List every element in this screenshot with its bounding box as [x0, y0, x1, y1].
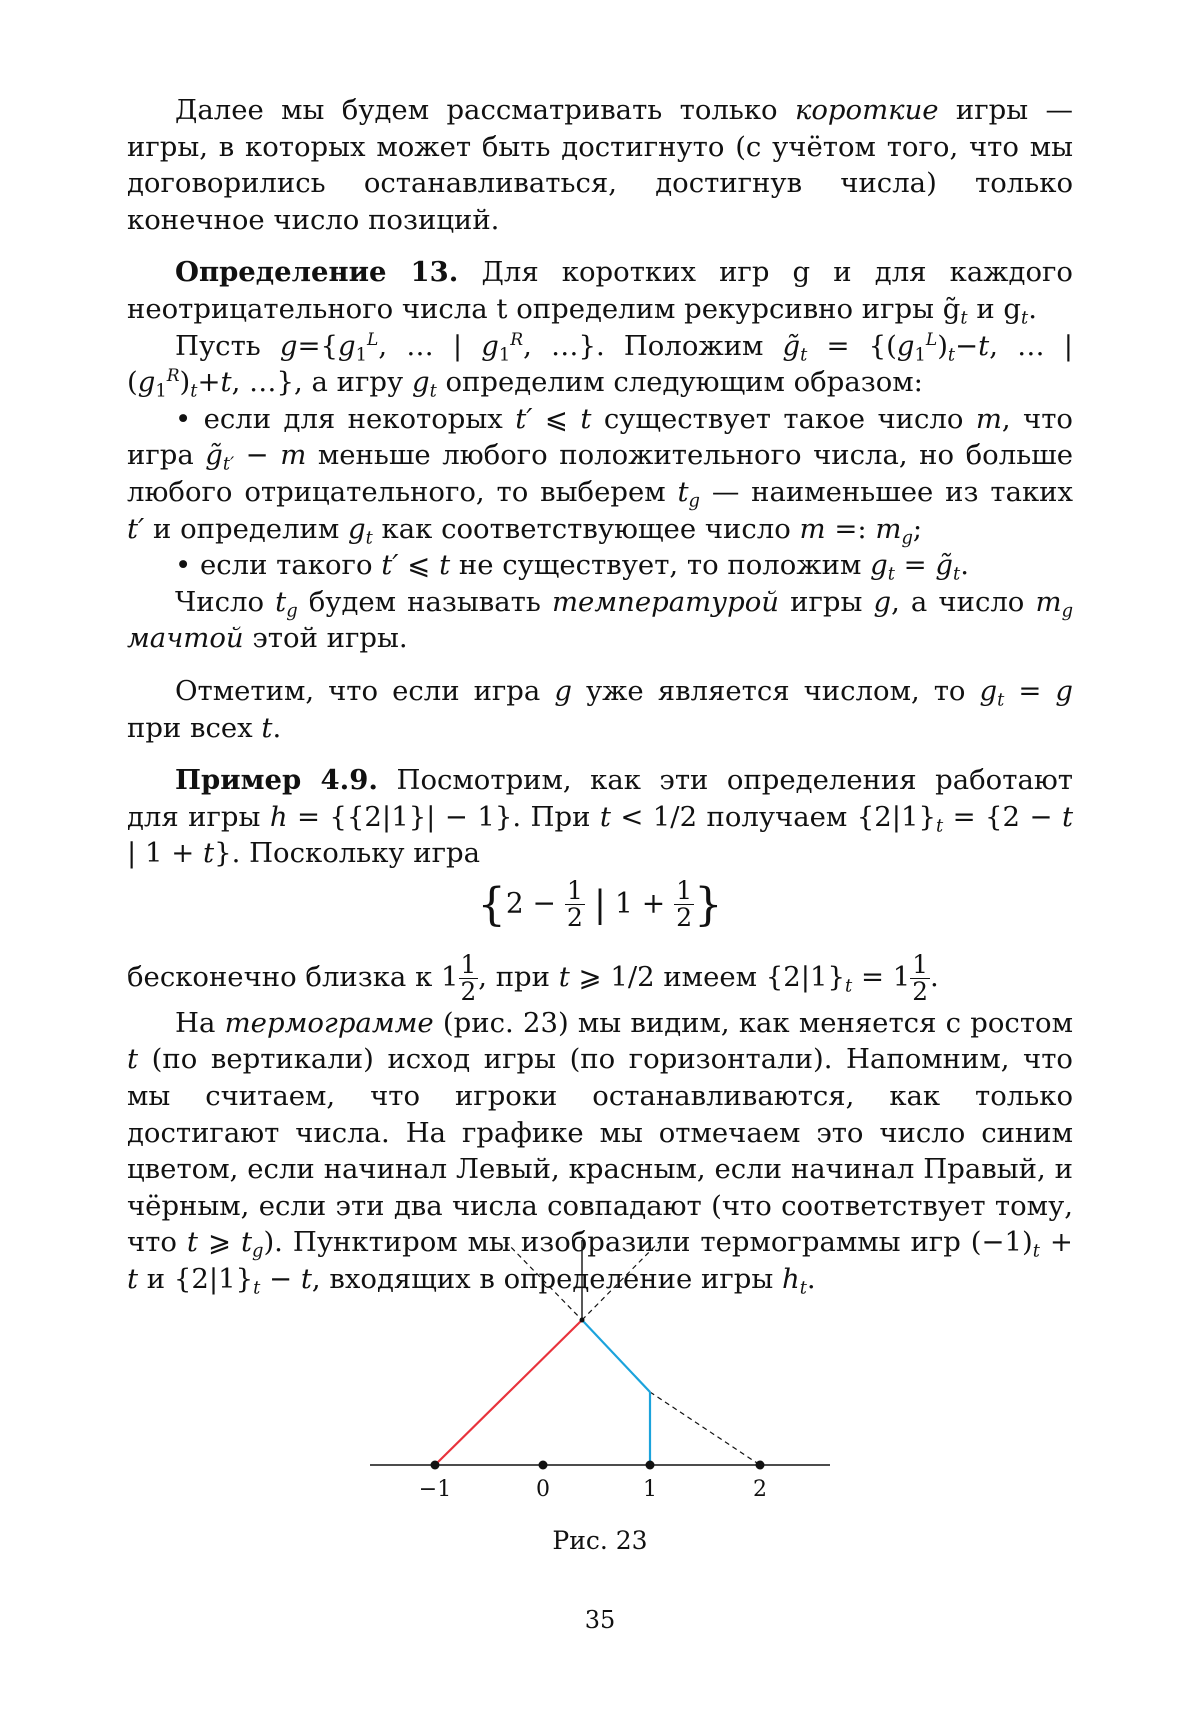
paragraph-infinitely-close: бесконечно близка к 1 $\frac{1}{2}$ , при t ⩾ 1/2 имеем $\{2|1\}_t = 1$ $\frac{1}{2}$ .: [127, 949, 939, 1006]
body-text: [127, 92, 1073, 1298]
paragraph-temperature: Число $t_g$ будем называть температурой игры g, а число $m_g$ мачтой этой игры.: [127, 585, 1073, 655]
display-formula: {2 − $\frac{1}{2}$ | 1 + $\frac{1}{2}$ }: [477, 875, 723, 933]
point-1: [646, 1461, 655, 1470]
point-2: [756, 1461, 765, 1470]
figure-caption: Рис. 23: [552, 1526, 648, 1555]
point-0: [539, 1461, 548, 1470]
bullet-definition-1: • если для некоторых t′ ⩽ t существует такое число m, что игра $g̃_{t'} - m$ меньше любого положительного числа, но больше любого отрицательного, то выберем $t_g$ — наименьшее из таких t′ и определим $g_t$ как соответствующее число m =: $m_g$;: [127, 402, 1074, 548]
tick-label-1: 1: [643, 1477, 657, 1502]
tick-label-0: 0: [536, 1477, 550, 1502]
point-apex: [580, 1318, 585, 1323]
dashed-line-right-bottom: [650, 1392, 760, 1465]
thermogram-figure: [360, 1240, 840, 1520]
blue-slope-line: [582, 1320, 650, 1392]
paragraph-note: Отметим, что если игра g уже является числом, то $g_t = g$ при всех t.: [127, 674, 1073, 744]
bullet-definition-2: • если такого t′ ⩽ t не существует, то положим $g_t$ = $g̃_t$.: [175, 549, 969, 585]
paragraph-thermogram: На термограмме (рис. 23) мы видим, как меняется с ростом t (по вертикали) исход игры (по горизонтали). Напомним, что мы считаем, что игроки останавливаются, как только достигают числа. На графике мы отмечаем это число синим цветом, если начинал Левый, красным, если начинал Правый, и чёрным, если эти два числа совпадают (что соответствует тому, что t ⩾ $t_g$). Пунктиром мы изобразили термограммы игр $(-1)_t + t$ и $\{2|1\}_t - t$, входящих в определение игры $h_t$.: [127, 1006, 1073, 1299]
red-line: [435, 1320, 582, 1465]
paragraph-pust: Пусть $g=\{g_1^L$, … | $g_1^R$, …}. Положим $g̃_t = \{(g_1^L)_t-t$, … | $(g_1^R)_t+t$, …}, а игру $g_t$ определим следующим образом:: [127, 329, 1073, 402]
page-number: 35: [584, 1606, 616, 1634]
point-minus-1: [431, 1461, 440, 1470]
dashed-line-right-top: [582, 1241, 660, 1320]
tick-label-minus-1: −1: [418, 1477, 452, 1502]
paragraph-short-games: Далее мы будем рассматривать только короткие игры — игры, в которых может быть достигнуто (с учётом того, что мы договорились останавливаться, достигнув числа) только конечное число позиций.: [127, 94, 1074, 236]
dashed-line-left: [505, 1241, 582, 1320]
definition-13: Определение 13. Для коротких игр g и для каждого неотрицательного числа t определим рекурсивно игры $g̃_t$ и $g_t$.: [127, 256, 1073, 329]
tick-label-2: 2: [753, 1477, 767, 1502]
example-4-9: Пример 4.9. Посмотрим, как эти определения работают для игры h = {{2|1}| − 1}. При t < 1/2 получаем $\{2|1\}_t = \{2 - t$ | 1 + t}. Поскольку игра: [127, 764, 1073, 870]
